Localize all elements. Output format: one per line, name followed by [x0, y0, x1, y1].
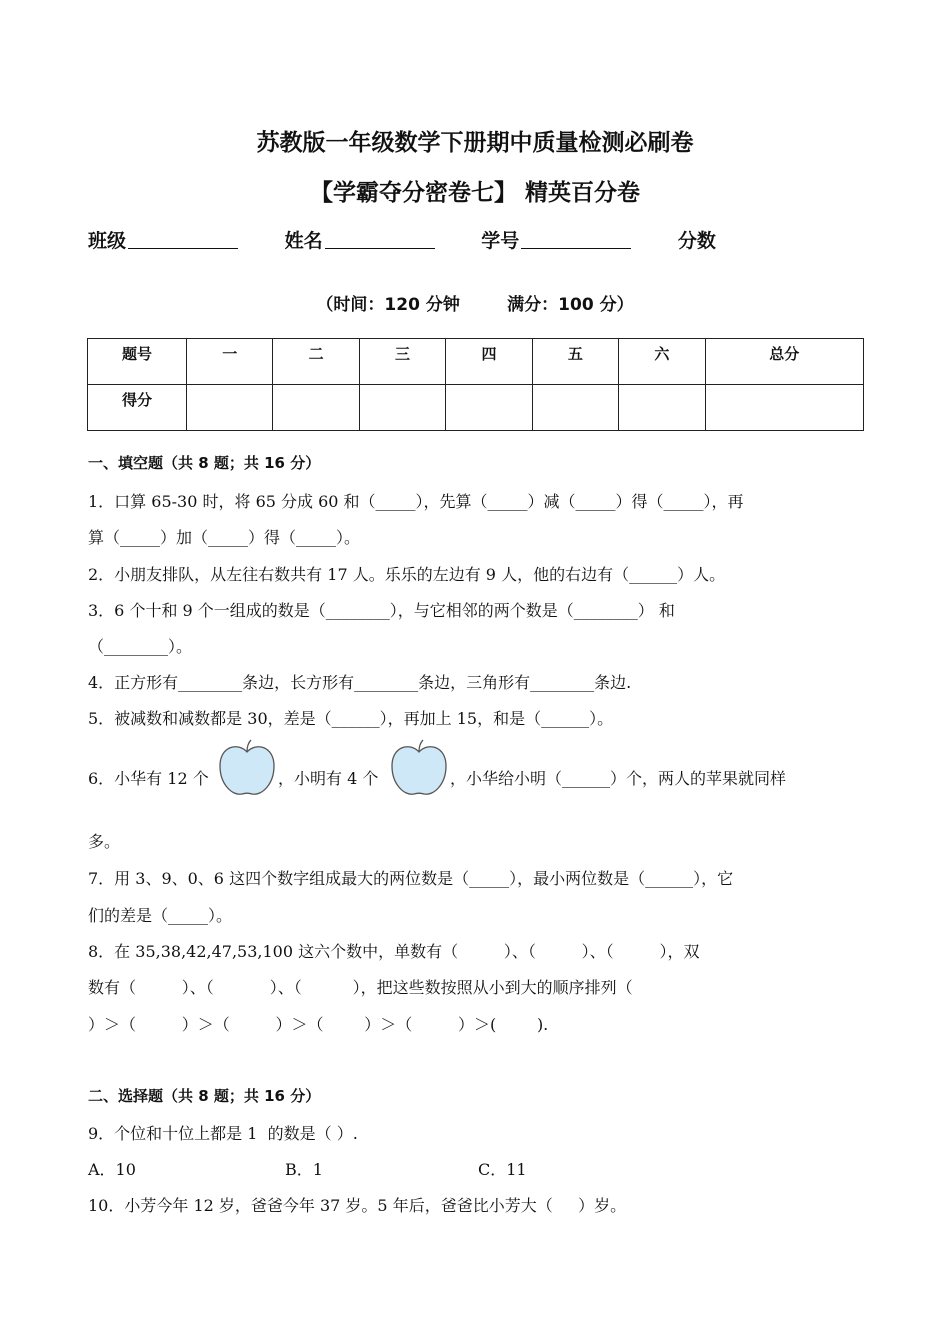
question-line: 6．小华有 12 个	[88, 769, 209, 788]
section2-heading: 二、选择题（共 8 题；共 16 分）	[88, 1087, 321, 1105]
question-line: 4．正方形有________条边，长方形有________条边，三角形有________条边.	[88, 673, 632, 692]
score-cell: 题号	[88, 339, 187, 385]
exam-title: 苏教版一年级数学下册期中质量检测必刷卷	[256, 130, 694, 156]
question-line: 数有（ ）、（ ）、（ ），把这些数按照从小到大的顺序排列（	[88, 978, 633, 997]
score-table-score-row	[88, 385, 864, 431]
question-line: ，小明有 4 个	[278, 769, 379, 788]
score-cell: 二	[273, 339, 359, 385]
score-cell	[359, 385, 445, 431]
question-line: 算（_____）加（_____）得（_____）。	[88, 528, 361, 547]
score-table-header-row	[88, 339, 864, 385]
choice-c: C．11	[478, 1160, 527, 1179]
score-cell	[532, 385, 618, 431]
question-line: ，小华给小明（______）个，两人的苹果就同样	[450, 769, 787, 788]
question-line: 7．用 3、9、0、6 这四个数字组成最大的两位数是（_____），最小两位数是（______），它	[88, 869, 734, 888]
score-cell	[273, 385, 359, 431]
question-line: ）＞（ ）＞（ ）＞（ ）＞（ ）＞( ).	[88, 1015, 549, 1034]
field-score: 分数	[677, 230, 716, 252]
score-table	[87, 338, 864, 431]
question-line: （________）。	[88, 637, 193, 656]
question-line: 2．小朋友排队，从左往右数共有 17 人。乐乐的左边有 9 人，他的右边有（______）人。	[88, 565, 726, 584]
score-cell: 五	[532, 339, 618, 385]
choice-a: A．10	[88, 1160, 136, 1179]
score-cell	[187, 385, 273, 431]
question-line: 8．在 35,38,42,47,53,100 这六个数中，单数有（ ）、（ ）、（ ），双	[88, 942, 700, 961]
question-line: 多。	[88, 832, 121, 851]
apple-icon	[216, 738, 278, 798]
apple-icon	[388, 738, 450, 798]
score-cell: 六	[619, 339, 705, 385]
choice-b: B．1	[285, 1160, 323, 1179]
question-line: 们的差是（_____）。	[88, 906, 233, 925]
score-cell	[705, 385, 863, 431]
score-cell: 四	[446, 339, 532, 385]
score-cell	[619, 385, 705, 431]
question-line: 9．个位和十位上都是 1 的数是（ ）.	[88, 1124, 358, 1143]
field-id: 学号	[481, 226, 631, 253]
question-line: 10．小芳今年 12 岁，爸爸今年 37 岁。5 年后，爸爸比小芳大（ ）岁。	[88, 1196, 627, 1215]
question-line: 1．口算 65-30 时，将 65 分成 60 和（_____），先算（_____）减（_____）得（_____），再	[88, 492, 744, 511]
field-name: 姓名	[285, 226, 435, 253]
score-cell: 三	[359, 339, 445, 385]
score-cell	[446, 385, 532, 431]
time-info: （时间：120 分钟 满分：100 分）	[316, 295, 634, 315]
section1-heading: 一、填空题（共 8 题；共 16 分）	[88, 454, 321, 472]
student-info-row	[88, 226, 756, 253]
field-class: 班级	[88, 226, 238, 253]
question-line: 5．被减数和减数都是 30，差是（______），再加上 15，和是（______）。	[88, 709, 614, 728]
question-line: 3．6 个十和 9 个一组成的数是（________），与它相邻的两个数是（________） 和	[88, 601, 675, 620]
score-cell: 总分	[705, 339, 863, 385]
score-cell: 得分	[88, 385, 187, 431]
score-cell: 一	[187, 339, 273, 385]
exam-subtitle: 【学霸夺分密卷七】 精英百分卷	[309, 180, 640, 206]
